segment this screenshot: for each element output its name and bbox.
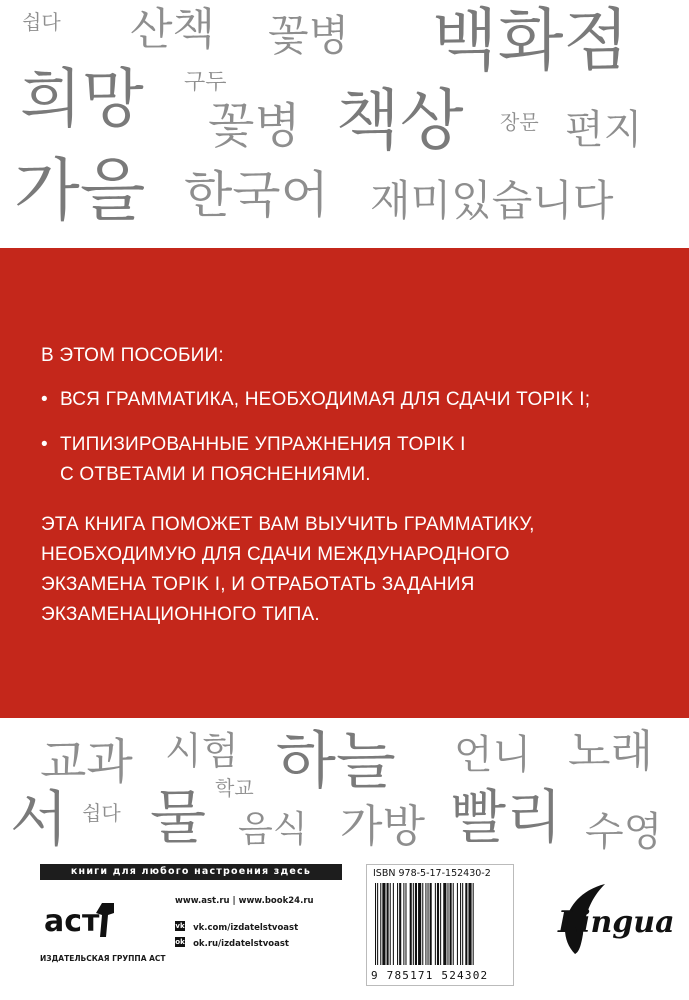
barcode-bar (440, 883, 441, 965)
description-line: ЭКЗАМЕНА TOPIK I, И ОТРАБОТАТЬ ЗАДАНИЯ (41, 574, 475, 595)
barcode-bar (422, 883, 423, 965)
ast-logo (42, 893, 122, 945)
barcode-bar (465, 883, 467, 965)
slogan-bar: книги для любого настроения здесь (40, 864, 342, 880)
barcode-bar (468, 883, 471, 965)
bullet-dot: • (41, 434, 48, 455)
ok-url: ok.ru/izdatelstvoast (193, 939, 289, 949)
korean-word: 쉽다 (22, 10, 61, 34)
barcode-bar (399, 883, 401, 965)
barcode-bar (425, 883, 426, 965)
korean-word: 언니 (454, 732, 532, 778)
barcode-bar (418, 883, 421, 965)
korean-word: 재미있습니다 (370, 176, 614, 225)
korean-word: 쉽다 (82, 801, 121, 825)
barcode-bar (447, 883, 448, 965)
korean-word: 가방 (340, 801, 426, 852)
korean-word: 구두 (184, 70, 227, 95)
description-line: ЭТА КНИГА ПОМОЖЕТ ВАМ ВЫУЧИТЬ ГРАММАТИКУ, (41, 514, 535, 535)
barcode-bar (397, 883, 398, 965)
bullet-dot: • (41, 389, 48, 410)
barcode-bar (430, 883, 432, 965)
barcode-bar (450, 883, 452, 965)
ast-logo-text: аст (44, 904, 100, 939)
korean-word: 음식 (238, 809, 308, 850)
korean-word: 수영 (585, 809, 663, 855)
barcode-bar (405, 883, 406, 965)
isbn-text: ISBN 978-5-17-152430-2 (373, 868, 491, 879)
barcode-bar (375, 883, 376, 965)
korean-word: 꽃병 (268, 11, 350, 60)
barcode-bar (428, 883, 429, 965)
bullet-item-continuation: С ОТВЕТАМИ И ПОЯСНЕНИЯМИ. (60, 464, 371, 485)
vk-url: vk.com/izdatelstvoast (193, 923, 299, 933)
description-line: ЭКЗАМЕНАЦИОННОГО ТИПА. (41, 604, 320, 625)
korean-word: 책상 (336, 82, 464, 159)
korean-word: 시험 (165, 729, 239, 773)
barcode-bar (443, 883, 446, 965)
korean-word: 교과 (40, 734, 133, 790)
websites-text: www.ast.ru | www.book24.ru (175, 896, 314, 906)
korean-word: 희망 (20, 63, 144, 137)
barcode-bar (437, 883, 439, 965)
barcode-bar (415, 883, 417, 965)
barcode-bar (410, 883, 412, 965)
barcode-bar (393, 883, 394, 965)
korean-word: 빨리 (450, 783, 563, 851)
korean-word: 물 (150, 783, 207, 851)
publisher-name: ИЗДАТЕЛЬСКАЯ ГРУППА АСТ (40, 954, 166, 963)
info-heading: В ЭТОМ ПОСОБИИ: (41, 345, 224, 366)
korean-word: 한국어 (184, 166, 329, 224)
info-panel (0, 248, 689, 718)
bullet-item: ТИПИЗИРОВАННЫЕ УПРАЖНЕНИЯ TOPIK I (60, 434, 466, 455)
description-line: НЕОБХОДИМУЮ ДЛЯ СДАЧИ МЕЖДУНАРОДНОГО (41, 544, 510, 565)
barcode-bar (457, 883, 458, 965)
barcode-bar (390, 883, 391, 965)
barcode-bar (377, 883, 378, 965)
barcode-bar (462, 883, 463, 965)
bullet-item: ВСЯ ГРАММАТИКА, НЕОБХОДИМАЯ ДЛЯ СДАЧИ TOPIK I; (60, 389, 591, 410)
ok-link[interactable] (175, 931, 289, 950)
korean-word: 가을 (14, 152, 146, 231)
korean-word: 산책 (130, 4, 216, 55)
korean-word: 서 (10, 785, 68, 855)
korean-word: 꽃병 (208, 98, 301, 154)
barcode-bar (435, 883, 436, 965)
barcode-bar (382, 883, 385, 965)
korean-word: 장문 (500, 110, 539, 134)
barcode-bar (380, 883, 381, 965)
barcode-digits: 9 785171 524302 (371, 969, 489, 982)
korean-word: 편지 (565, 107, 643, 153)
barcode-bar (453, 883, 454, 965)
barcode-bar (460, 883, 461, 965)
vk-icon: vk (175, 921, 185, 930)
lingua-logo-text: Lingua (558, 905, 675, 940)
korean-word: 하늘 (276, 724, 396, 797)
barcode-bar (413, 883, 414, 965)
barcode (373, 883, 509, 965)
korean-word: 노래 (568, 726, 654, 777)
korean-word: 백화점 (432, 2, 630, 81)
ast-logo-icon (42, 893, 122, 945)
barcode-bar (403, 883, 404, 965)
barcode-box (366, 864, 514, 986)
ok-icon: ok (175, 937, 185, 946)
barcode-bar (473, 883, 474, 965)
barcode-bar (387, 883, 389, 965)
korean-word: 학교 (215, 776, 254, 800)
